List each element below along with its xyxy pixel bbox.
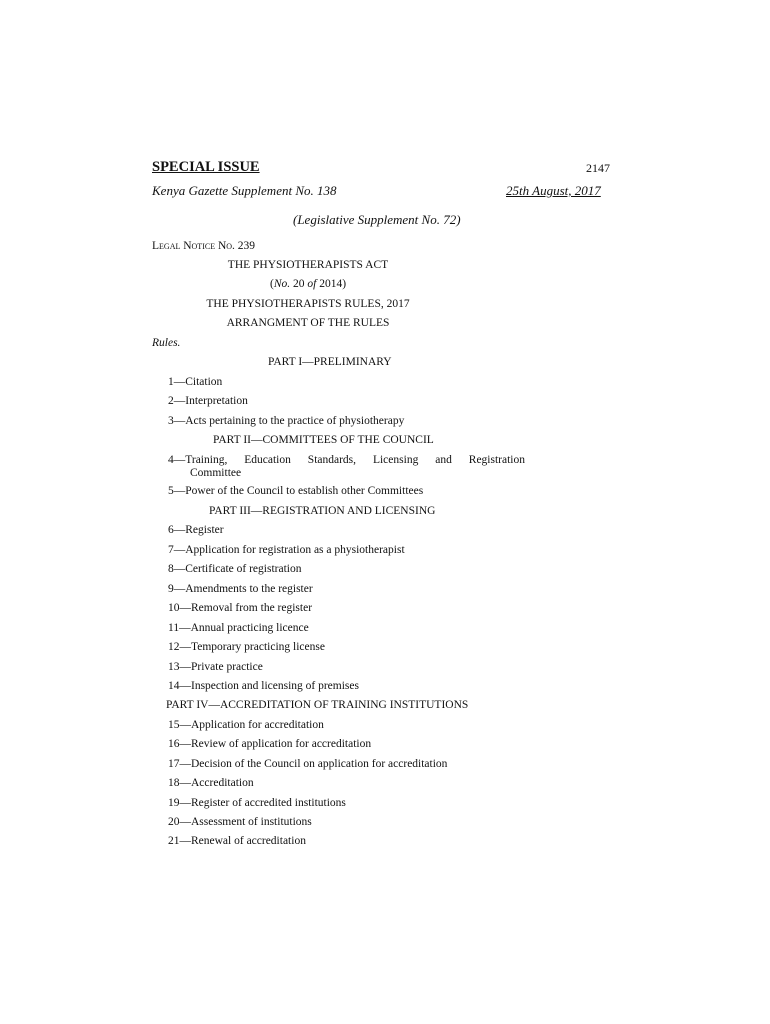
list-item: 19—Register of accredited institutions: [168, 797, 346, 809]
legal-notice-number: 239: [237, 240, 256, 252]
list-item: 20—Assessment of institutions: [168, 816, 312, 828]
list-item: 14—Inspection and licensing of premises: [168, 680, 359, 692]
issue-date: 25th August, 2017: [506, 183, 601, 198]
list-item: 5—Power of the Council to establish other Committees: [168, 485, 424, 497]
list-item-continuation: Committee: [190, 466, 242, 479]
list-item: 2—Interpretation: [168, 395, 248, 407]
list-item: 16—Review of application for accreditation: [168, 738, 372, 750]
list-item: 8—Certificate of registration: [168, 563, 302, 575]
list-item: 1—Citation: [168, 376, 223, 388]
list-item: [168, 454, 525, 479]
list-item: 9—Amendments to the register: [168, 583, 313, 595]
act-number: [0, 278, 616, 290]
list-item-line: 4—Training, Education Standards, Licensing and Registration: [168, 454, 525, 466]
rules-label: Rules.: [152, 337, 181, 349]
act-number-no: No.: [273, 278, 291, 290]
legal-notice: [152, 240, 255, 252]
list-item: 21—Renewal of accreditation: [168, 835, 306, 847]
list-item: 3—Acts pertaining to the practice of physiotherapy: [168, 415, 405, 427]
list-item: 13—Private practice: [168, 661, 263, 673]
list-item: 18—Accreditation: [168, 777, 254, 789]
page-number: 2147: [586, 161, 610, 175]
gazette-supplement: Kenya Gazette Supplement No. 138: [152, 183, 337, 198]
part-heading: PART IV—ACCREDITATION OF TRAINING INSTITUTIONS: [166, 699, 469, 711]
list-item: 11—Annual practicing licence: [168, 622, 309, 634]
list-item: 10—Removal from the register: [168, 602, 313, 614]
legislative-supplement: (Legislative Supplement No. 72): [293, 212, 461, 227]
act-number-open: (: [269, 278, 274, 290]
rules-title: THE PHYSIOTHERAPISTS RULES, 2017: [206, 298, 410, 310]
arrangement-heading: ARRANGMENT OF THE RULES: [226, 317, 390, 329]
act-number-mid: 20: [290, 278, 308, 290]
list-item: 7—Application for registration as a physiotherapist: [168, 544, 405, 556]
act-number-of: of: [307, 278, 317, 290]
legal-notice-prefix: Legal Notice No.: [152, 240, 235, 252]
part-heading: PART III—REGISTRATION AND LICENSING: [209, 505, 436, 517]
act-number-close: 2014): [316, 278, 347, 290]
special-issue-heading: SPECIAL ISSUE: [152, 159, 260, 175]
part-heading: PART I—PRELIMINARY: [268, 356, 392, 368]
list-item: 6—Register: [168, 524, 224, 536]
list-item: 17—Decision of the Council on application for accreditation: [168, 758, 448, 770]
part-heading: PART II—COMMITTEES OF THE COUNCIL: [213, 434, 434, 446]
act-title: THE PHYSIOTHERAPISTS ACT: [227, 259, 389, 271]
list-item: 12—Temporary practicing license: [168, 641, 325, 653]
list-item: 15—Application for accreditation: [168, 719, 324, 731]
